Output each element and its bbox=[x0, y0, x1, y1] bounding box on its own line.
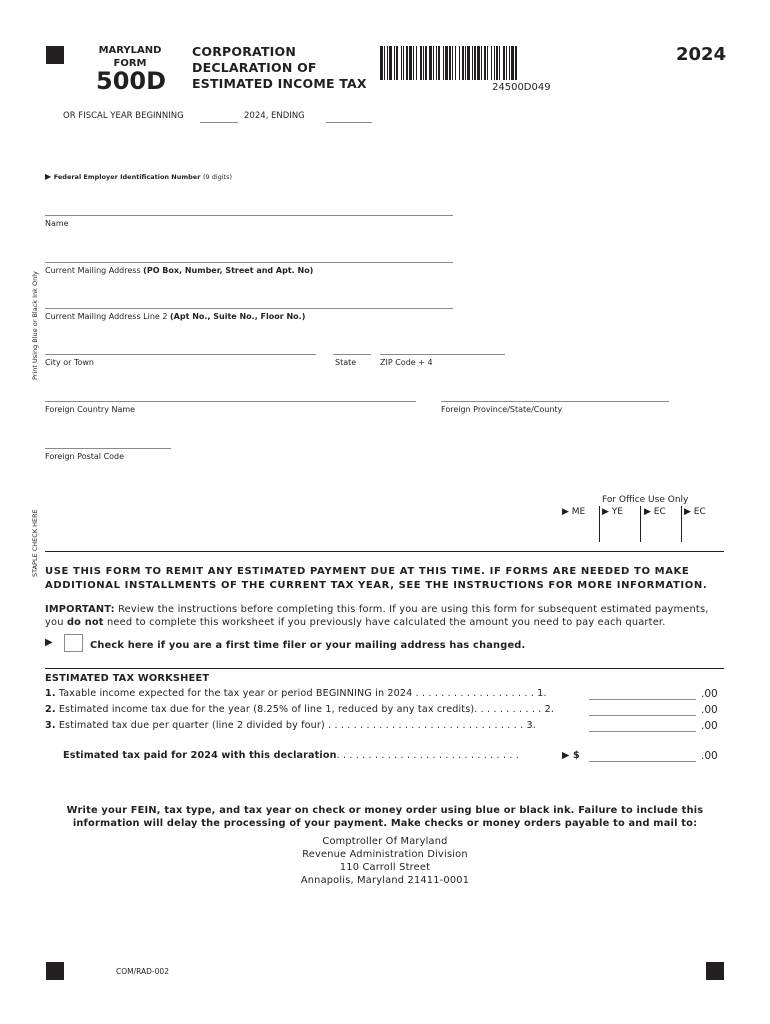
zip-input[interactable] bbox=[380, 354, 505, 355]
foreign-province-input[interactable] bbox=[441, 401, 669, 402]
registration-mark-top-left bbox=[46, 46, 64, 64]
print-ink-note: Print Using Blue or Black Ink Only bbox=[31, 271, 39, 380]
line1-input[interactable] bbox=[589, 689, 696, 700]
barcode-bar bbox=[517, 46, 518, 80]
barcode bbox=[380, 46, 656, 80]
form-state-label: MARYLAND FORM bbox=[98, 45, 162, 69]
office-cell-ec1: ▶ EC bbox=[644, 507, 666, 517]
address-line2-input[interactable] bbox=[45, 308, 453, 309]
state-label: State bbox=[335, 358, 357, 367]
office-divider bbox=[681, 506, 682, 542]
arrow-right-icon: ▶ bbox=[45, 637, 53, 648]
line2-input[interactable] bbox=[589, 705, 696, 716]
office-divider bbox=[640, 506, 641, 542]
worksheet-line-3: 3. Estimated tax due per quarter (line 2 divided by four) . . . . . . . . . . . . . . . . . . . . . . . . . . . . . . . 3. bbox=[45, 720, 536, 731]
first-time-filer-checkbox[interactable] bbox=[64, 634, 83, 652]
state-input[interactable] bbox=[333, 354, 371, 355]
form-code: COM/RAD-002 bbox=[116, 967, 169, 976]
foreign-country-label: Foreign Country Name bbox=[45, 405, 136, 414]
payment-instructions: Write your FEIN, tax type, and tax year on check or money order using blue or black ink. Failure to include this information will delay the processing of your payment. Make checks or money orders payable to and mail to: bbox=[66, 805, 704, 829]
foreign-postal-label: Foreign Postal Code bbox=[45, 452, 125, 461]
staple-check-note: STAPLE CHECK HERE bbox=[31, 509, 39, 577]
foreign-postal-input[interactable] bbox=[45, 448, 171, 449]
fiscal-begin-input[interactable] bbox=[200, 122, 238, 123]
office-use-heading: For Office Use Only bbox=[602, 495, 689, 505]
address-line2-label: Current Mailing Address Line 2 (Apt No., Suite No., Floor No.) bbox=[45, 312, 306, 321]
registration-mark-bottom-left bbox=[46, 962, 64, 980]
estimated-paid-cents: .00 bbox=[701, 750, 718, 762]
office-cell-ye: ▶ YE bbox=[602, 507, 623, 517]
worksheet-divider bbox=[45, 668, 724, 669]
zip-label: ZIP Code + 4 bbox=[380, 358, 433, 367]
mailing-address: Comptroller Of Maryland Revenue Administration Division 110 Carroll Street Annapolis, Maryland 21411-0001 bbox=[300, 836, 470, 886]
line2-cents: .00 bbox=[701, 704, 718, 716]
estimated-paid-input[interactable] bbox=[589, 751, 696, 762]
office-cell-ec2: ▶ EC bbox=[684, 507, 706, 517]
paid-marker: ▶ $ bbox=[562, 750, 580, 761]
line3-input[interactable] bbox=[589, 721, 696, 732]
line1-cents: .00 bbox=[701, 688, 718, 700]
fiscal-end-input[interactable] bbox=[326, 122, 372, 123]
estimated-paid-label: Estimated tax paid for 2024 with this declaration. . . . . . . . . . . . . . . . . . . . . . . . . . . . . bbox=[63, 750, 519, 761]
office-divider bbox=[599, 506, 600, 542]
foreign-province-label: Foreign Province/State/County bbox=[441, 405, 563, 414]
fiscal-year-mid: 2024, ENDING bbox=[244, 111, 305, 121]
fiscal-year-prefix: OR FISCAL YEAR BEGINNING bbox=[63, 111, 184, 121]
worksheet-line-2: 2. Estimated income tax due for the year (8.25% of line 1, reduced by any tax credits). . . . . . . . . . . 2. bbox=[45, 704, 555, 715]
fein-label: ▶ Federal Employer Identification Number (9 digits) bbox=[45, 172, 233, 181]
office-use-box bbox=[560, 506, 724, 542]
barcode-text: 24500D049 bbox=[492, 82, 551, 93]
address-line1-input[interactable] bbox=[45, 262, 453, 263]
section-divider bbox=[45, 551, 724, 552]
registration-mark-bottom-right bbox=[706, 962, 724, 980]
line3-cents: .00 bbox=[701, 720, 718, 732]
office-cell-me: ▶ ME bbox=[562, 507, 586, 517]
worksheet-heading: ESTIMATED TAX WORKSHEET bbox=[45, 673, 210, 684]
form-number: 500D bbox=[96, 67, 167, 95]
foreign-country-input[interactable] bbox=[45, 401, 416, 402]
city-input[interactable] bbox=[45, 354, 316, 355]
arrow-right-icon: ▶ bbox=[45, 172, 52, 181]
city-label: City or Town bbox=[45, 358, 94, 367]
name-label: Name bbox=[45, 219, 69, 228]
arrow-right-icon: ▶ bbox=[562, 750, 570, 761]
tax-year: 2024 bbox=[676, 44, 727, 65]
first-time-filer-label: Check here if you are a first time filer or your mailing address has changed. bbox=[90, 640, 526, 651]
worksheet-line-1: 1. Taxable income expected for the tax year or period BEGINNING in 2024 . . . . . . . . . . . . . . . . . . . 1. bbox=[45, 688, 547, 699]
form-title: CORPORATION DECLARATION OF ESTIMATED INCOME TAX bbox=[192, 44, 367, 91]
notice-text: USE THIS FORM TO REMIT ANY ESTIMATED PAYMENT DUE AT THIS TIME. IF FORMS ARE NEEDED TO MAKE ADDITIONAL INSTALLMENTS OF THE CURRENT TAX YEAR, SEE THE INSTRUCTIONS FOR MORE INFORMATION. bbox=[45, 566, 708, 591]
name-input[interactable] bbox=[45, 215, 453, 216]
address-line1-label: Current Mailing Address (PO Box, Number, Street and Apt. No) bbox=[45, 266, 314, 275]
important-text: IMPORTANT: Review the instructions before completing this form. If you are using this form for subsequent estimated payments, you do not need to complete this worksheet if you previously have calculated the amount you need to pay each quarter. bbox=[45, 604, 709, 628]
